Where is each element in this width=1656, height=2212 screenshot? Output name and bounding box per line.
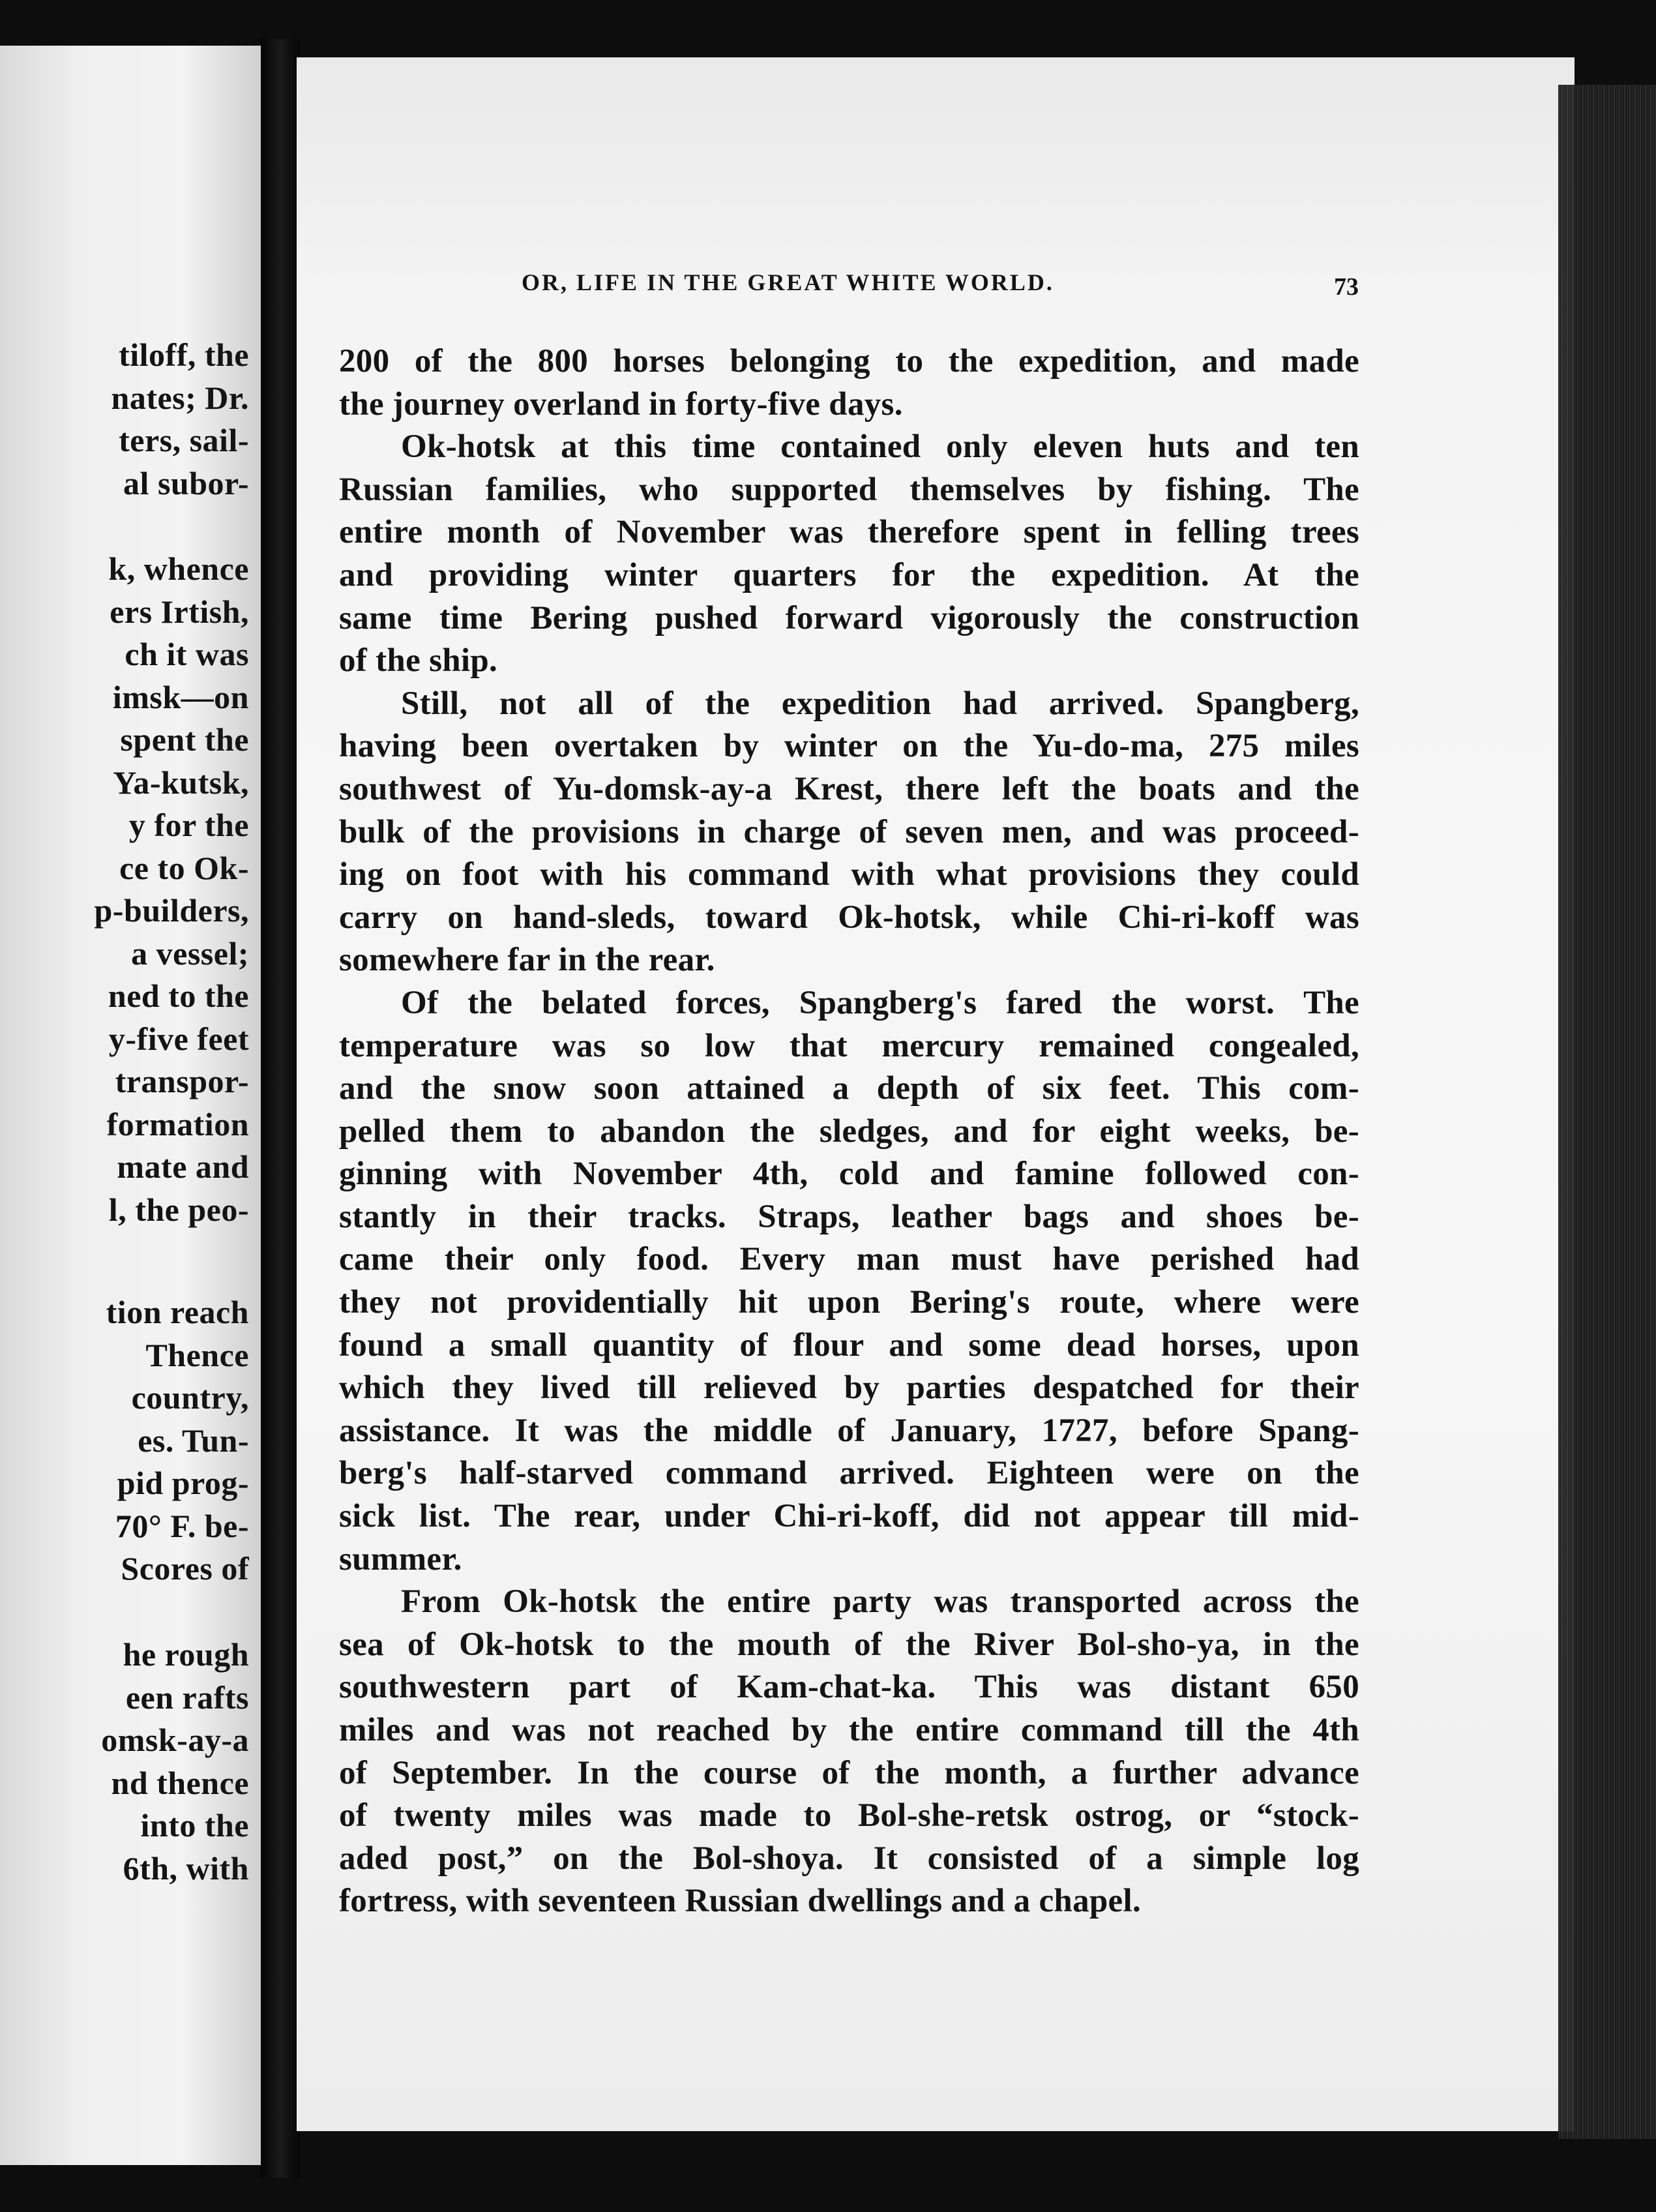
- text-line: of the ship.: [339, 642, 498, 680]
- text-line: ginning with November 4th, cold and famine followed con-: [339, 1156, 1359, 1193]
- text-line: berg's half-starved command arrived. Eighteen were on the: [339, 1455, 1359, 1492]
- fragment-line: into the: [140, 1807, 249, 1844]
- text-line: found a small quantity of flour and some dead horses, upon: [339, 1326, 1359, 1364]
- fragment-line: ers Irtish,: [110, 593, 249, 630]
- paragraph: [339, 1581, 1359, 1923]
- fragment-line: nates; Dr.: [111, 379, 249, 416]
- fragment-line: tion reach: [106, 1294, 249, 1330]
- text-line: temperature was so low that mercury remained congealed,: [339, 1027, 1359, 1064]
- page-number: 73: [1334, 273, 1359, 301]
- running-head: OR, LIFE IN THE GREAT WHITE WORLD.: [522, 269, 1054, 295]
- fragment-line: al subor-: [123, 464, 249, 501]
- fragment-line: spent the: [120, 721, 249, 758]
- fragment-line: k, whence: [108, 550, 249, 587]
- text-line: the journey overland in forty-five days.: [339, 385, 903, 423]
- text-line: they not providentially hit upon Bering's route, where were: [339, 1284, 1359, 1321]
- paragraph: [339, 982, 1359, 1581]
- text-line: Russian families, who supported themselves by fishing. The: [339, 471, 1359, 508]
- text-line: of September. In the course of the month, a further advance: [339, 1754, 1359, 1791]
- text-line: ing on foot with his command with what provisions they could: [339, 856, 1359, 893]
- text-line: Still, not all of the expedition had arrived. Spangberg,: [401, 685, 1359, 722]
- text-line: fortress, with seventeen Russian dwellings and a chapel.: [339, 1883, 1142, 1920]
- fragment-line: ned to the: [108, 978, 249, 1014]
- fragment-line: formation: [106, 1105, 249, 1143]
- fragment-line: pid prog-: [117, 1465, 249, 1501]
- fragment-line: Ya-kutsk,: [113, 764, 249, 801]
- text-line: and providing winter quarters for the expedition. At the: [339, 556, 1359, 593]
- text-line: aded post,” on the Bol-shoya. It consisted of a simple log: [339, 1840, 1359, 1877]
- fragment-line: country,: [131, 1379, 249, 1416]
- text-line: entire month of November was therefore spent in felling trees: [339, 514, 1359, 551]
- fragment-line: 6th, with: [123, 1849, 249, 1887]
- text-line: somewhere far in the rear.: [339, 942, 715, 979]
- fragment-line: ch it was: [125, 636, 249, 672]
- fragment-line: imsk—on: [112, 678, 249, 715]
- text-line: stantly in their tracks. Straps, leather bags and shoes be-: [339, 1198, 1359, 1235]
- fragment-line: es. Tun-: [138, 1422, 249, 1459]
- text-line: summer.: [339, 1540, 462, 1577]
- fragment-line: een rafts: [125, 1679, 249, 1716]
- previous-page-fragment: [0, 46, 261, 2165]
- fragment-block-1: [111, 334, 249, 505]
- text-line: carry on hand-sleds, toward Ok-hotsk, while Chi-ri-koff was: [339, 899, 1359, 936]
- paragraph: [339, 683, 1359, 982]
- text-line: pelled them to abandon the sledges, and for eight weeks, be-: [339, 1113, 1359, 1150]
- paragraph: [339, 426, 1359, 683]
- text-line: sick list. The rear, under Chi-ri-koff, did not appear till mid-: [339, 1498, 1359, 1535]
- text-line: 200 of the 800 horses belonging to the expedition, and made: [339, 343, 1359, 380]
- fragment-block-3: [106, 1291, 249, 1591]
- paragraph: [339, 340, 1359, 426]
- fragment-line: transpor-: [115, 1063, 249, 1099]
- text-line: Ok-hotsk at this time contained only eleven huts and ten: [401, 428, 1359, 466]
- text-line: sea of Ok-hotsk to the mouth of the River Bol-sho-ya, in the: [339, 1626, 1359, 1663]
- text-line: miles and was not reached by the entire command till the 4th: [339, 1712, 1359, 1748]
- fragment-line: he rough: [123, 1636, 249, 1673]
- body-text: [339, 340, 1359, 1923]
- fragment-line: y for the: [128, 807, 249, 843]
- text-line: bulk of the provisions in charge of seven men, and was proceed-: [339, 813, 1359, 850]
- text-line: assistance. It was the middle of January, 1727, before Spang-: [339, 1412, 1359, 1449]
- text-line: which they lived till relieved by parties despatched for their: [339, 1369, 1359, 1407]
- fragment-line: nd thence: [111, 1764, 249, 1801]
- text-line: and the snow soon attained a depth of six feet. This com-: [339, 1070, 1359, 1107]
- fragment-line: l, the peo-: [108, 1191, 249, 1228]
- text-line: From Ok-hotsk the entire party was transported across the: [401, 1583, 1359, 1621]
- text-line: same time Bering pushed forward vigorously the construction: [339, 599, 1359, 636]
- fragment-line: 70° F. be-: [115, 1507, 249, 1544]
- text-line: of twenty miles was made to Bol-she-retsk ostrog, or “stock-: [339, 1797, 1359, 1834]
- fragment-line: p-builders,: [94, 892, 249, 929]
- fragment-line: omsk-ay-a: [101, 1722, 249, 1758]
- text-line: southwest of Yu-domsk-ay-a Krest, there left the boats and the: [339, 770, 1359, 807]
- text-line: having been overtaken by winter on the Yu-do-ma, 275 miles: [339, 728, 1359, 765]
- fragment-line: ters, sail-: [119, 422, 249, 458]
- fragment-line: ce to Ok-: [119, 849, 249, 886]
- fragment-line: mate and: [117, 1148, 249, 1185]
- text-line: southwestern part of Kam-chat-ka. This was distant 650: [339, 1669, 1359, 1706]
- fragment-block-2: [94, 548, 249, 1231]
- page-edges: [1558, 85, 1656, 2139]
- fragment-line: tiloff, the: [119, 336, 249, 373]
- book-gutter: [261, 39, 300, 2178]
- fragment-line: Scores of: [121, 1550, 249, 1587]
- text-line: came their only food. Every man must have perished had: [339, 1241, 1359, 1278]
- text-line: Of the belated forces, Spangberg's fared the worst. The: [401, 984, 1359, 1021]
- fragment-block-4: [101, 1634, 249, 1890]
- fragment-line: y-five feet: [108, 1020, 249, 1057]
- fragment-line: Thence: [145, 1336, 249, 1373]
- fragment-line: a vessel;: [131, 934, 249, 972]
